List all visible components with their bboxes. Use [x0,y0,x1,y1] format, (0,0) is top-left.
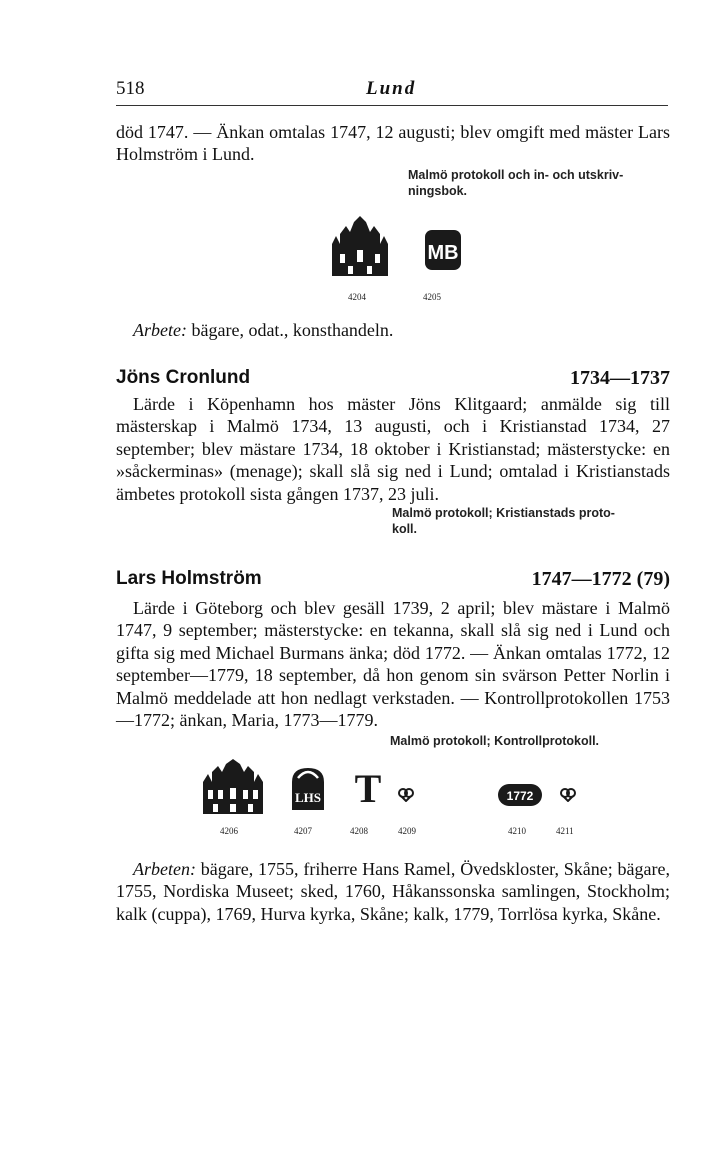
mark-number-4207: 4207 [294,826,312,836]
intro-paragraph [116,121,670,166]
works-paragraph [116,858,670,925]
entry-source [392,505,615,537]
page-number: 518 [116,78,145,99]
mark-number-4211: 4211 [556,826,574,836]
hallmark-4208-t [350,768,386,808]
entry-years: 1734—1737 [570,367,670,389]
hallmark-4204-castle [328,214,392,280]
running-title: Lund [366,78,417,99]
mark-number-4205: 4205 [423,292,441,302]
hallmark-4205-mb [424,229,462,271]
intro-source-line1: Malmö protokoll och in- och utskriv- [408,168,624,182]
work-text: bägare, odat., konsthandeln. [191,320,394,340]
entry-source: Malmö protokoll; Kontrollprotokoll. [390,734,600,748]
hallmark-4211-trefoil [560,788,576,802]
mark-number-4208: 4208 [350,826,368,836]
entry-source-line1: Malmö protokoll; Kristianstads proto- [392,506,615,520]
mark-number-4204: 4204 [348,292,366,302]
intro-work-line [116,319,670,341]
mark-4208-letter: T [354,768,382,808]
entry-heading [116,367,670,390]
work-label: Arbete: [133,320,187,340]
mark-number-4206: 4206 [220,826,238,836]
mark-4210-letters: 1772 [506,789,534,803]
hallmark-4206-castle [200,758,266,816]
mark-number-4210: 4210 [508,826,526,836]
entry-heading [116,568,670,591]
entry-body [116,393,670,505]
hallmark-4210-year [497,783,543,807]
intro-source-line2: ningsbok. [408,184,468,198]
entry-name: Lars Holmström [116,568,262,589]
entry-body [116,597,670,731]
mark-4207-letters: LHS [294,790,322,805]
mark-4205-letters: MB [427,242,459,264]
intro-text: död 1747. — Änkan omtalas 1747, 12 augusti; blev omgift med mäster Lars Holmström i Lund. [116,122,670,165]
works-text: bägare, 1755, friherre Hans Ramel, Övedskloster, Skåne; bägare, 1755, Nordiska Museet; sked, 1760, Håkanssonska samlingen, Stockholm; kalk (cuppa), 1769, Hurva kyrka, Skåne; kalk, 1779, Torrlösa kyrka, Skåne. [116,859,671,924]
works-label: Arbeten: [133,859,196,879]
entry-body-text: Lärde i Köpenhamn hos mäster Jöns Klitgaard; anmälde sig till mästerskap i Malmö 1734, 13 augusti, och i Kristianstad 1734, 27 september; blev mästare 1734, 18 oktober i Kristianstad; mästerstycke: en »såckerminas» (menage); skall slå sig ned i Lund; omtalad i Kristianstads ämbetes protokoll sista gången 1737, 23 juli. [116,394,670,504]
intro-source [408,167,623,199]
entry-source-line2: koll. [392,522,418,536]
hallmark-4209-trefoil [398,788,414,802]
entry-name: Jöns Cronlund [116,367,251,388]
entry-body-text: Lärde i Göteborg och blev gesäll 1739, 2 april; blev mästare i Malmö 1747, 9 september; mästerstycke: en tekanna, skall slå sig ned i Lund och gifta sig med Michael Burmans änka; död 1772. — Änkan omtalas 1772, 12 september—1779, 18 september, då hon genom sin svärson Petter Norlin i Malmö meddelade att hon nedlagt verkstaden. — Kontrollprotokollen 1753—1772; änkan, Maria, 1773—1779. [116,598,670,731]
mark-number-4209: 4209 [398,826,416,836]
entry-years: 1747—1772 (79) [531,568,670,590]
header-rule [116,105,668,106]
hallmark-4207-lhs [288,764,328,812]
